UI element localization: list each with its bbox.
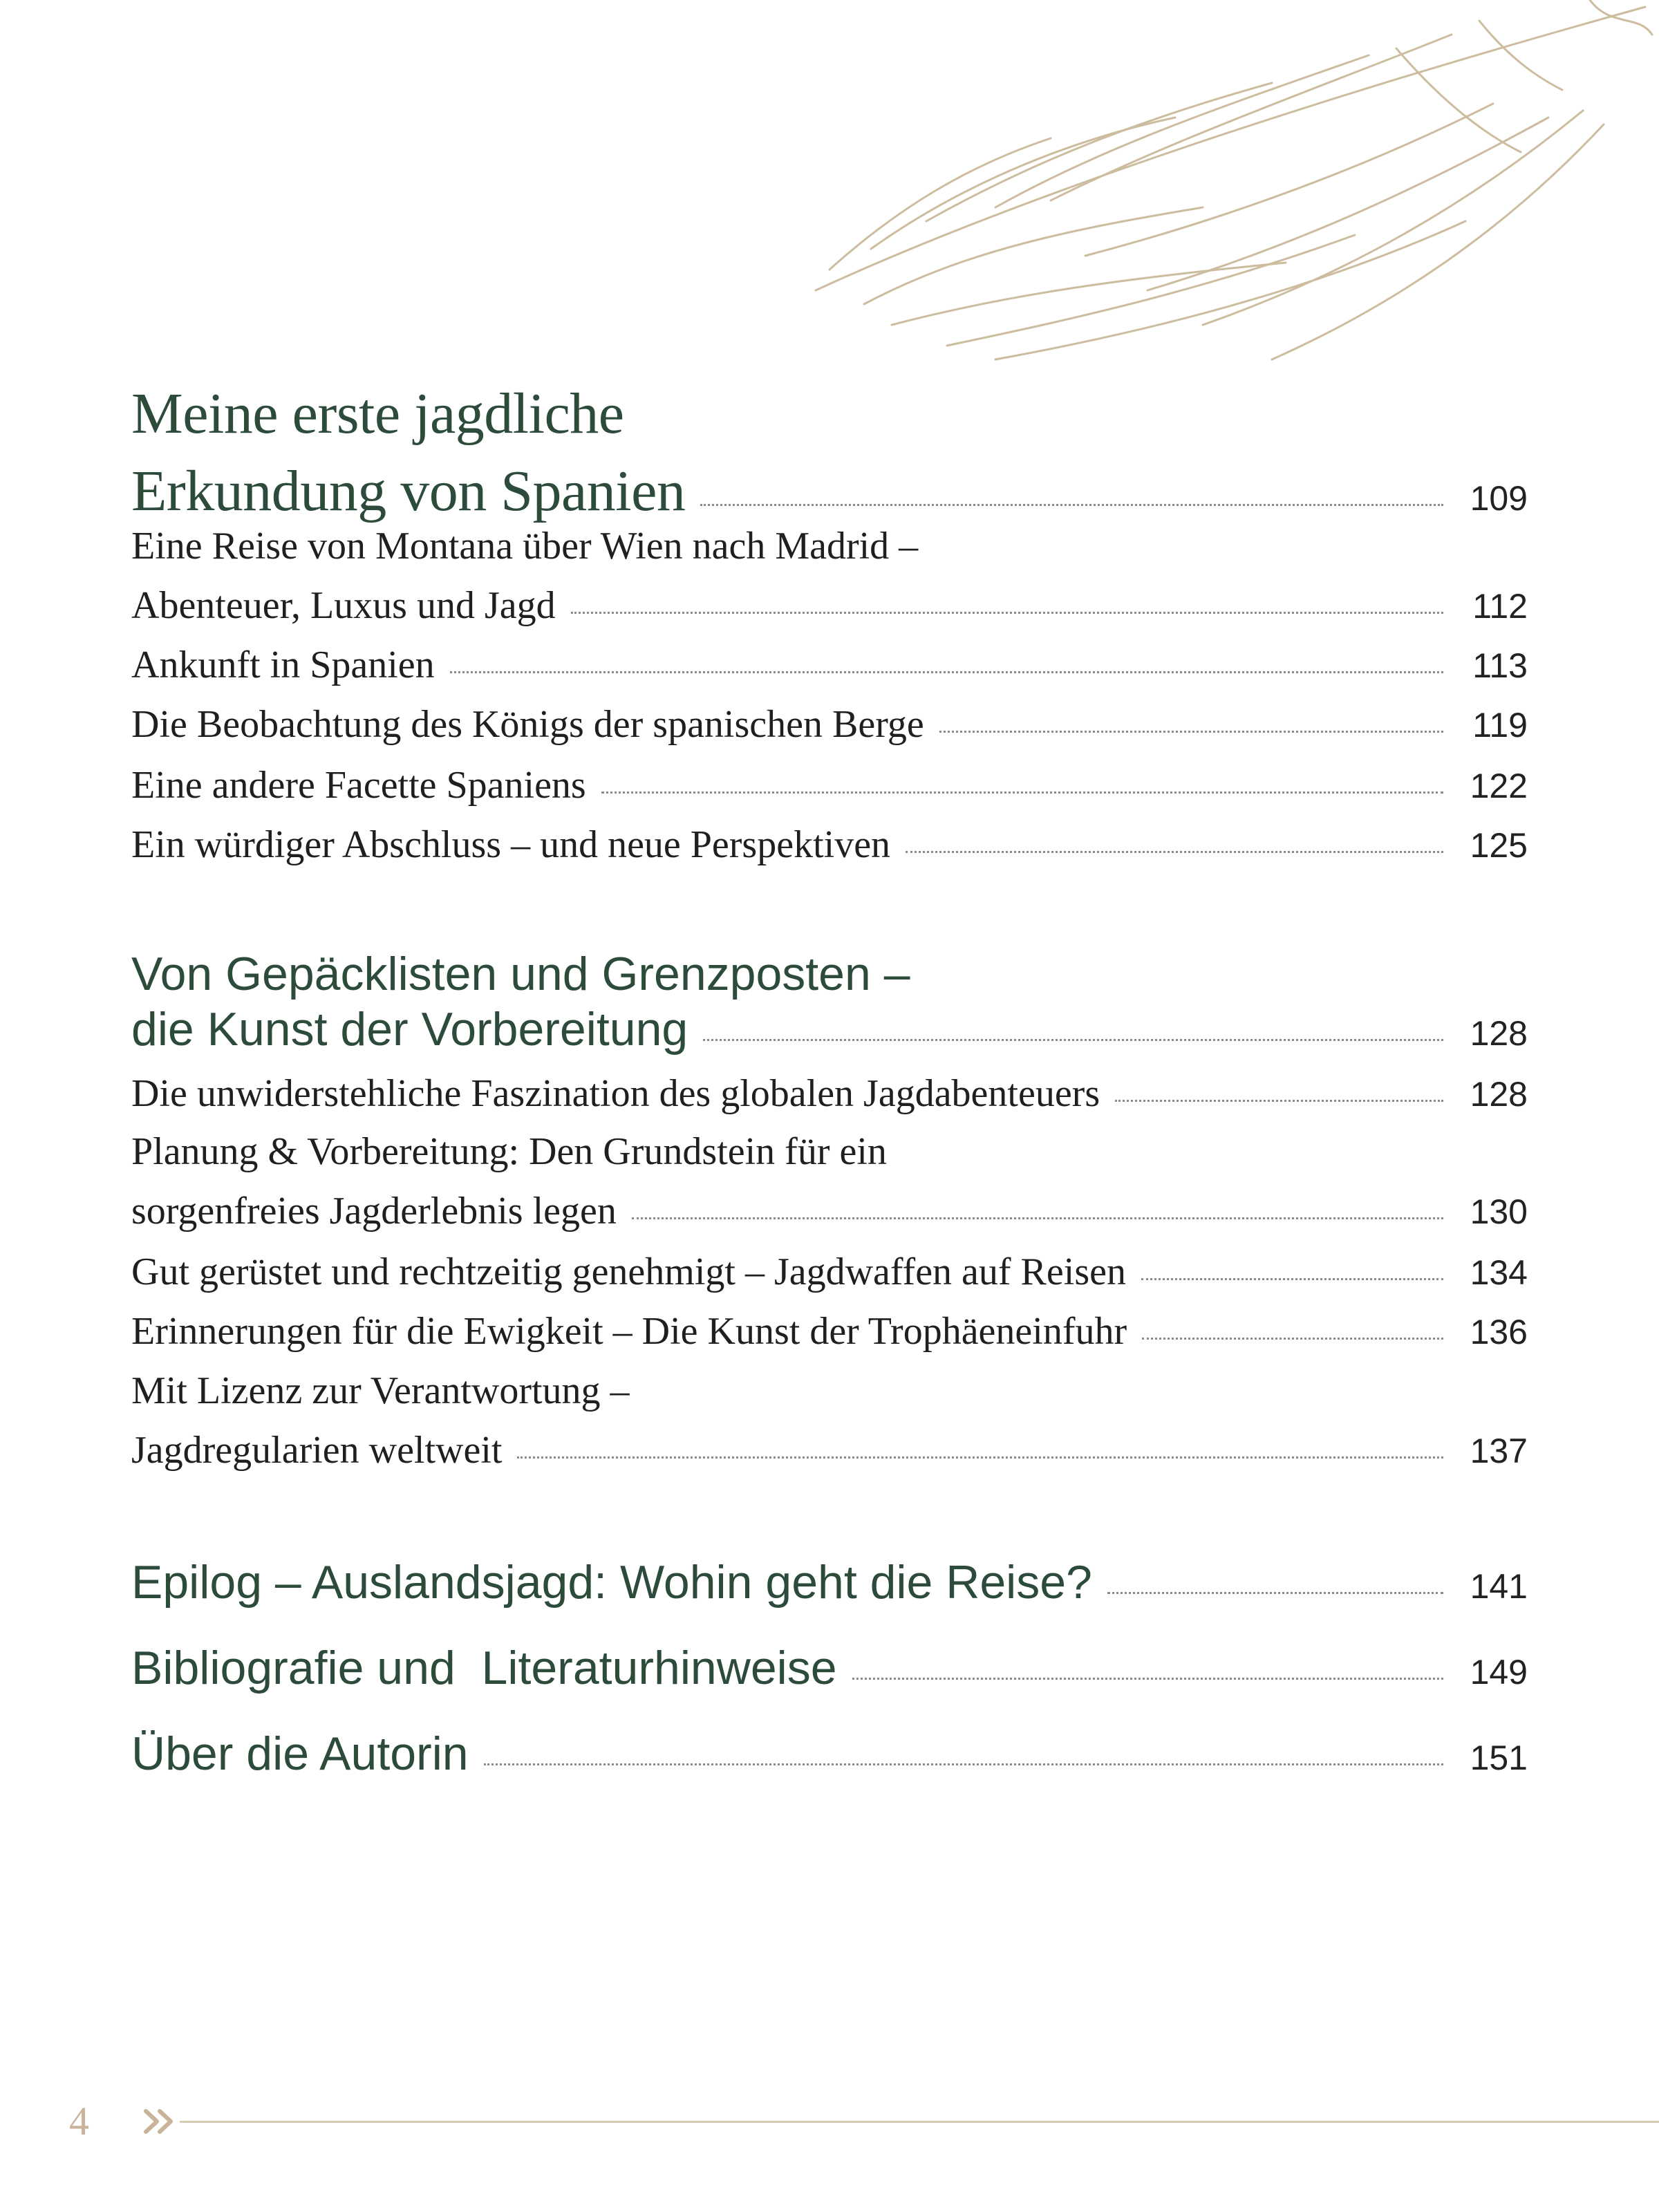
section-heading-preparation[interactable]	[131, 1002, 1528, 1056]
toc-entry[interactable]	[131, 1428, 1528, 1472]
page-number: 151	[1470, 1738, 1528, 1777]
double-chevron-icon	[142, 2107, 183, 2136]
toc-entry-text: Erinnerungen für die Ewigkeit – Die Kunst der Trophäeneinfuhr	[131, 1310, 1127, 1353]
dot-leader	[703, 1039, 1443, 1041]
dot-leader	[484, 1763, 1443, 1765]
page-number: 149	[1470, 1653, 1528, 1691]
page-number: 136	[1470, 1313, 1528, 1351]
toc-entry-text: Die Beobachtung des Königs der spanischen Berge	[131, 703, 924, 746]
page-number: 125	[1470, 826, 1528, 865]
toc-entry[interactable]	[131, 1309, 1528, 1353]
toc-entry-text: Die unwiderstehliche Faszination des globalen Jagdabenteuers	[131, 1072, 1100, 1115]
toc-heading-author[interactable]	[131, 1727, 1528, 1781]
section-heading-spain[interactable]	[131, 458, 1528, 525]
toc-entry-text: Eine Reise von Montana über Wien nach Madrid –	[131, 525, 919, 568]
footer-divider	[180, 2121, 1659, 2123]
page-number: 128	[1470, 1075, 1528, 1114]
toc-entry[interactable]	[131, 823, 1528, 867]
page-number: 141	[1470, 1567, 1528, 1606]
section-heading-text: Epilog – Auslandsjagd: Wohin geht die Reise?	[131, 1556, 1092, 1609]
toc-entry-text: Jagdregularien weltweit	[131, 1429, 503, 1472]
toc-entry[interactable]	[131, 1369, 1528, 1413]
toc-heading-bibliography[interactable]	[131, 1641, 1528, 1695]
toc-entry-text: sorgenfreies Jagderlebnis legen	[131, 1190, 617, 1232]
toc-entry[interactable]	[131, 1250, 1528, 1294]
toc-entry-text: Ein würdiger Abschluss – und neue Perspektiven	[131, 823, 891, 866]
toc-entry[interactable]	[131, 524, 1528, 568]
toc-entry[interactable]	[131, 763, 1528, 807]
toc-entry-text: Eine andere Facette Spaniens	[131, 764, 586, 807]
section-heading-text: Erkundung von Spanien	[131, 459, 686, 523]
section-heading-spain-line1[interactable]	[131, 380, 1528, 447]
page-number: 109	[1470, 479, 1528, 518]
page-number: 122	[1470, 767, 1528, 805]
dot-leader	[939, 731, 1443, 733]
dot-leader	[601, 791, 1443, 794]
section-heading-preparation-line1[interactable]	[131, 947, 1528, 1001]
dot-leader	[1141, 1278, 1443, 1280]
toc-entry-text: Abenteuer, Luxus und Jagd	[131, 584, 556, 627]
dot-leader	[1142, 1338, 1443, 1340]
toc-entry-text: Mit Lizenz zur Verantwortung –	[131, 1369, 630, 1412]
dot-leader	[1115, 1100, 1443, 1102]
section-heading-text: Über die Autorin	[131, 1727, 469, 1780]
toc-entry-text: Gut gerüstet und rechtzeitig genehmigt – Jagdwaffen auf Reisen	[131, 1250, 1126, 1293]
toc-entry[interactable]	[131, 583, 1528, 628]
page-number: 128	[1470, 1014, 1528, 1053]
dot-leader	[632, 1217, 1443, 1219]
page-number: 119	[1472, 706, 1528, 744]
dot-leader	[1107, 1592, 1443, 1594]
toc-entry[interactable]	[131, 1071, 1528, 1116]
page-number: 112	[1472, 587, 1528, 626]
dot-leader	[906, 851, 1443, 853]
toc-entry-text: Ankunft in Spanien	[131, 644, 435, 686]
toc-entry[interactable]	[131, 702, 1528, 747]
toc-heading-epilog[interactable]	[131, 1555, 1528, 1609]
toc-entry-text: Planung & Vorbereitung: Den Grundstein für ein	[131, 1130, 887, 1173]
page-number: 137	[1470, 1432, 1528, 1470]
footer-page-number: 4	[69, 2099, 89, 2144]
section-heading-text: Meine erste jagdliche	[131, 382, 624, 446]
section-heading-text: die Kunst der Vorbereitung	[131, 1003, 688, 1056]
section-heading-text: Bibliografie und Literaturhinweise	[131, 1642, 837, 1694]
section-heading-text: Von Gepäcklisten und Grenzposten –	[131, 948, 910, 1000]
dot-leader	[571, 612, 1443, 614]
feather-illustration	[788, 0, 1659, 387]
dot-leader	[852, 1678, 1443, 1680]
toc-entry[interactable]	[131, 1189, 1528, 1233]
page-number: 130	[1470, 1192, 1528, 1231]
page-number: 134	[1470, 1253, 1528, 1292]
page-number: 113	[1472, 646, 1528, 685]
dot-leader	[700, 504, 1443, 506]
dot-leader	[450, 671, 1443, 673]
toc-entry[interactable]	[131, 643, 1528, 687]
toc-entry[interactable]	[131, 1130, 1528, 1174]
dot-leader	[517, 1456, 1443, 1459]
